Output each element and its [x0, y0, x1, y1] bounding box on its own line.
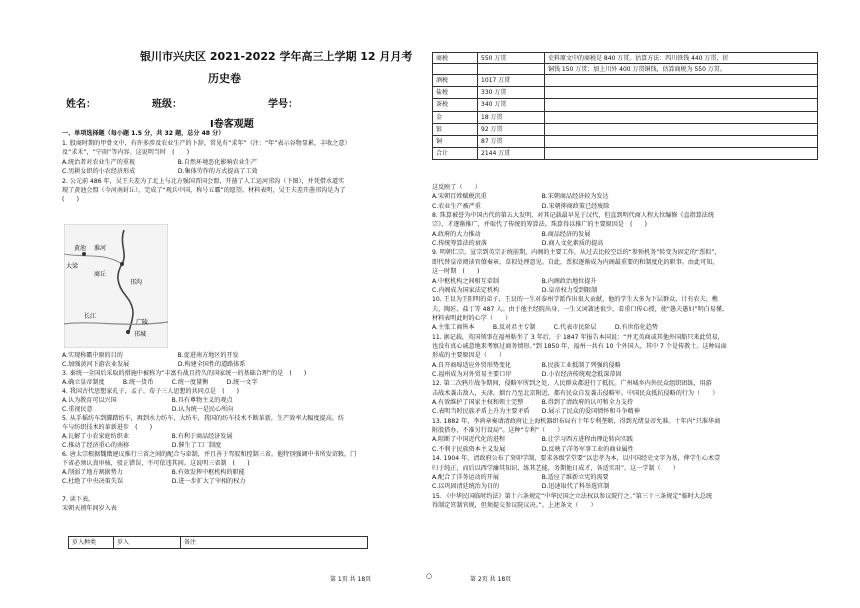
text-line: C.加强黄河下游农业发展 D.构建全国性的道路体系 — [62, 361, 246, 368]
table-cell: 史料原文中的商税是 840 万贯。估算方法：四川铁钱 440 万贯，折 — [545, 53, 818, 64]
text-line: 归于纯正，而后以西学瀹其知识，练其艺能，务期他日成才，各适实用”。这一学制（ ） — [432, 464, 679, 472]
table-cell: 330 万贯 — [478, 87, 545, 99]
table-cell: 550 万贯 — [478, 53, 545, 64]
text-line: 5. 从手摇纺车到脚踏纺车，再到水力纺车，大纺车，我国的纺车技术不断革新，生产效率大幅度提高。纺 — [62, 415, 344, 422]
table-cell: 1017 万贯 — [478, 75, 545, 87]
text-line: 15. 《中华民国临时约法》第十六条规定“中华民国之立法权以参议院行之。”第三十三条规定“临时大总统 — [432, 492, 713, 500]
table-cell — [478, 64, 545, 75]
table-cell — [545, 99, 818, 111]
class-label: 班级： — [152, 99, 182, 110]
text-line: 形成的主要原因是（ ） — [432, 352, 506, 360]
map-label-shangqiu: 商丘 — [94, 271, 107, 278]
text-line: 及“求禾”，“宁雨”等内容。这说明当时 ( ) — [62, 149, 190, 157]
part-title: 一、单项选择题（每小题 1.5 分，共 32 题，总分 48 分） — [62, 130, 225, 137]
table-cell: 18 万贯 — [478, 111, 545, 123]
text-line: A.中枢机构之间相互牵制 B.内阁政治地位提升 — [432, 277, 597, 285]
text-line: C.男耕女织的小农经济形成 D.集体劳作的方式提高了工效 — [62, 168, 258, 176]
table-row — [433, 111, 818, 123]
table-cell: 银 — [433, 123, 478, 135]
text-line: 这一时期 ( ) — [432, 268, 480, 276]
text-line: C.以巩固清廷统治为目的 D.迅速取代了科举选官制 — [432, 483, 610, 491]
table-cell — [545, 75, 818, 87]
table-cell: 铜 — [433, 135, 478, 147]
table-cell: 酒税 — [433, 75, 478, 87]
subject-title: 历史卷 — [208, 72, 241, 85]
text-line: 得制定官制官规，但须提交参议院议决。”。上述条文（ ） — [432, 501, 597, 509]
exam-title: 银川市兴庆区 2021-2022 学年高三上学期 12 月月考 — [140, 50, 413, 63]
text-line: C.不利于民族资本主义发展 D.反映了洋务军事工业的商业属性 — [432, 445, 634, 453]
table-cell: 茶税 — [433, 99, 478, 111]
text-line: 也没有真心诚意地来考察过商务情形。”到 1850 年，福州一共有 10 个外国人，其中 7 个是传教士。这种局面 — [432, 342, 727, 350]
text-line: A.削弱了地方割据势力 B.有效发挥中枢机构的职能 — [62, 469, 245, 476]
text-line: 3. 秦统一全国后采取的措施中被称为“丰富有战且持久的国家统一的基础合理”的是 ( ) — [62, 370, 307, 377]
table-row — [433, 87, 818, 99]
text-line: 6. 唐太宗根据魏徵建议推行三省之间的配合与牵制，并且善于驾驭和控制三省。他特别强调中书所发诏敕，门 — [62, 451, 357, 458]
table-cell: 铜钱 150 万贯；加上川外 400 万贯铜钱，估算商税为 550 万贯。 — [545, 64, 818, 75]
table-cell — [433, 64, 478, 75]
table-row — [433, 64, 818, 75]
text-line: A.宋朝百姓赋税沉重 B.宋朝商品经济较为发达 — [432, 193, 609, 201]
table-row — [433, 135, 818, 147]
table-row — [433, 75, 818, 87]
table-cell — [545, 87, 818, 99]
text-line: 14. 1904 年，清政府公布了癸卯学制，要求各级学堂要“以忠孝为本，以中国经史文字为基，俾学生心术壹 — [432, 455, 721, 463]
text-line: 即代替皇帝阅读官僚奏章，草拟处理意见。自此，票拟逐渐成为内阁最重要的和制度化的职事。由此可知， — [432, 258, 719, 266]
table-row — [433, 123, 818, 135]
text-line: A.实现称霸中原的目的 B.促进南方地区的开发 — [62, 352, 239, 359]
map-label-huangchi: 黄池 — [74, 245, 87, 252]
text-line: A.确立皇帝制度 B.统一货币 C.统一度量衡 D.统一文字 — [62, 379, 258, 386]
table-cell: 92 万贯 — [478, 123, 545, 135]
name-label: 姓名： — [66, 99, 96, 110]
map-label-changjiang: 长江 — [84, 313, 97, 320]
text-line: 夫、陶匠、盐丁等 487 人。由于他主经院出身，一生又词著述很少，看重口传心授，使“愚夫愚妇”明白易懂。 — [432, 305, 729, 313]
table-cell — [545, 123, 818, 135]
text-line: A.阻断了中国近代化的进程 B.让学习西方进程由理论转向实践 — [432, 436, 634, 444]
table-row — [433, 148, 818, 160]
table-cell — [545, 148, 818, 160]
text-line: ( ) — [62, 196, 79, 204]
text-line: 9. 明朝仁宗，宣宗到英宗正统前期，内阁的主要工作，从过去比较空泛的“参预机务”转变为固定的“票拟”， — [432, 249, 721, 257]
text-line: C.推动了经济重心的南移 D.催生了工厂制度 — [62, 442, 222, 449]
text-line: A.瓦解了小农家庭纺织业 B.有利于商品经济发展 — [62, 433, 233, 440]
student-id-label: 学号： — [268, 99, 298, 110]
table-cell: 87 万贯 — [478, 135, 545, 147]
map-label-hangou: 邗沟 — [130, 279, 143, 286]
text-line: A.统治者对农业生产的重视 B.自然环境恶化影响农业生产 — [62, 158, 257, 166]
text-line: 宋朝天禧年间岁入表 — [62, 505, 117, 512]
text-line: 附股搭办，不准另行设局”。这种“专利”（ ） — [432, 427, 564, 435]
text-line: 现了黄池会盟（今河南封丘），完成了“观兵中国，称号五霸”的愿望。材料表明，吴王夫差开凿邗沟是为了 — [62, 187, 346, 194]
table-cell: 商税 — [433, 53, 478, 64]
map-label-hancheng: 邗城 — [134, 331, 147, 338]
text-line: 2. 公元前 486 年，吴王夫差为了北上与北方强国晋国会盟，开凿了人工运河邗沟（下图），并凭借水道实 — [62, 177, 345, 185]
table-cell — [545, 135, 818, 147]
left-page — [60, 0, 425, 608]
hangou-map — [64, 224, 168, 348]
text-line: 下省必须认真审核，驳正错误，不可依违其间。这说明三省制 ( ) — [62, 460, 250, 467]
text-line: 4. 我国古代思想家孔子、孟子、荀子三人思想的共同点是 ( ) — [62, 388, 240, 395]
text-line: A.有效维护了国家主权和领土完整 B.得到了清政府的认可和全力支持 — [432, 399, 634, 407]
table-cell: 金 — [433, 111, 478, 123]
text-line: A.政府的大力推动 B.商品经济的发展 — [432, 230, 591, 238]
text-line: A.自开商埠适应外贸形势变化 B.民族工业抵制了列强的侵略 — [432, 361, 621, 369]
revenue-table — [432, 52, 818, 160]
text-line: C.表明当时民族矛盾上升为主要矛盾 D.展示了民众的爱国情怀和斗争精神 — [432, 408, 640, 416]
table-header-cell: 岁入 — [114, 537, 181, 549]
text-line: C.传统筹算法的衰落 D.商人文化素质的提高 — [432, 240, 604, 248]
text-line: C.杜绝了中央决策失误 D.进一步扩大了宰相的权力 — [62, 478, 246, 485]
page-number-left: 第 1页 共 18页 — [330, 576, 372, 583]
table-row — [433, 53, 818, 64]
text-line: 11. 据记载，英国领事在福州粘坐了 3 年后，于 1847 年报告本国说：“并无英商或其他外国船只来此贸易， — [432, 333, 724, 341]
text-line: 10. 王艮为王阳明的弟子，王艮的一生对泰州学派作出很大贡献，他的学生大多为下层群众，计有农夫、樵 — [432, 296, 718, 304]
map-label-huaihe: 淮河 — [94, 245, 107, 252]
map-label-daliang: 大梁 — [66, 263, 79, 270]
table-cell: 2144 万贯 — [478, 148, 545, 160]
text-line: 击战术袭击敌人，天津，烟台乃至北京附近，都有民众自发袭击侵略军。中国民众抵抗侵略的行为（ ） — [432, 389, 719, 397]
right-page — [432, 0, 820, 608]
text-line: C.农业生产被严重 D.宋朝抑商政策已经废除 — [432, 202, 610, 210]
revenue-table-header — [68, 536, 368, 549]
table-header-cell: 岁入种类 — [69, 537, 114, 549]
section-heading: Ⅰ卷客观题 — [210, 119, 254, 130]
text-line: 8. 珠算被誉为中国古代的第五大发明，对其记载最早见于汉代，但直到明代商人程大位编修《直指算法统 — [432, 212, 714, 220]
map-label-guangling: 广陵 — [136, 319, 149, 326]
text-line: 这反映了（ ） — [432, 184, 481, 191]
table-cell: 盐税 — [433, 87, 478, 99]
table-cell: 合计 — [433, 148, 478, 160]
text-line: 1. 股商时期的甲骨文中，有许多涉及农业生产的卜辞，常见有“求年”（注：“年”表示谷物显累，丰收之意） — [62, 140, 351, 147]
text-line: C.重视民意 D.认为统一是民心所向 — [62, 406, 234, 413]
text-line: C.福州成为对外贸易主要口岸 D.小农经济传统观念抵深蒂固 — [432, 371, 622, 378]
table-cell: 340 万贯 — [478, 99, 545, 111]
table-row — [433, 99, 818, 111]
page-divider-mark: ○ — [426, 572, 433, 580]
text-line: 宗》，才逐渐推广，并取代了传统的筹算法。珠算得以推广的主要原因是 ( ) — [432, 221, 647, 229]
text-line: 材料表明此时的心学（ ） — [432, 314, 512, 322]
page-number-right: 第 2页 共 18页 — [470, 576, 512, 583]
text-line: A.认为教育可以兴国 B.具有尊物主义的观点 — [62, 397, 233, 404]
text-line: C.内阁成为国家法定机构 D.皇帝权力受到限制 — [432, 286, 598, 294]
text-line: 13. 1882 年，李鸿章奏请清政府让上海机器织布局有十年专利垄断，得到光绪皇帝允准。十年内“只准华商 — [432, 417, 721, 425]
table-header-cell: 备注 — [181, 537, 368, 549]
table-cell — [545, 111, 818, 123]
text-line: 12. 第二次鸦片战争期间，侵略军所到之处，人民群众都进行了抵抗。广州城乡内外民众组织团练，用游 — [432, 380, 712, 388]
text-line: 车与纺织技术的革新进步 ( ) — [62, 424, 153, 431]
text-line: A.主张工商皆本 B.反对君主专制 C.代表市民阶层 D.有世俗化趋势 — [432, 324, 659, 332]
text-line: A.配合了洋务运动的开展 B.适应了维新立宪的需要 — [432, 473, 609, 481]
text-line: 7. 读下表。 — [62, 496, 95, 503]
